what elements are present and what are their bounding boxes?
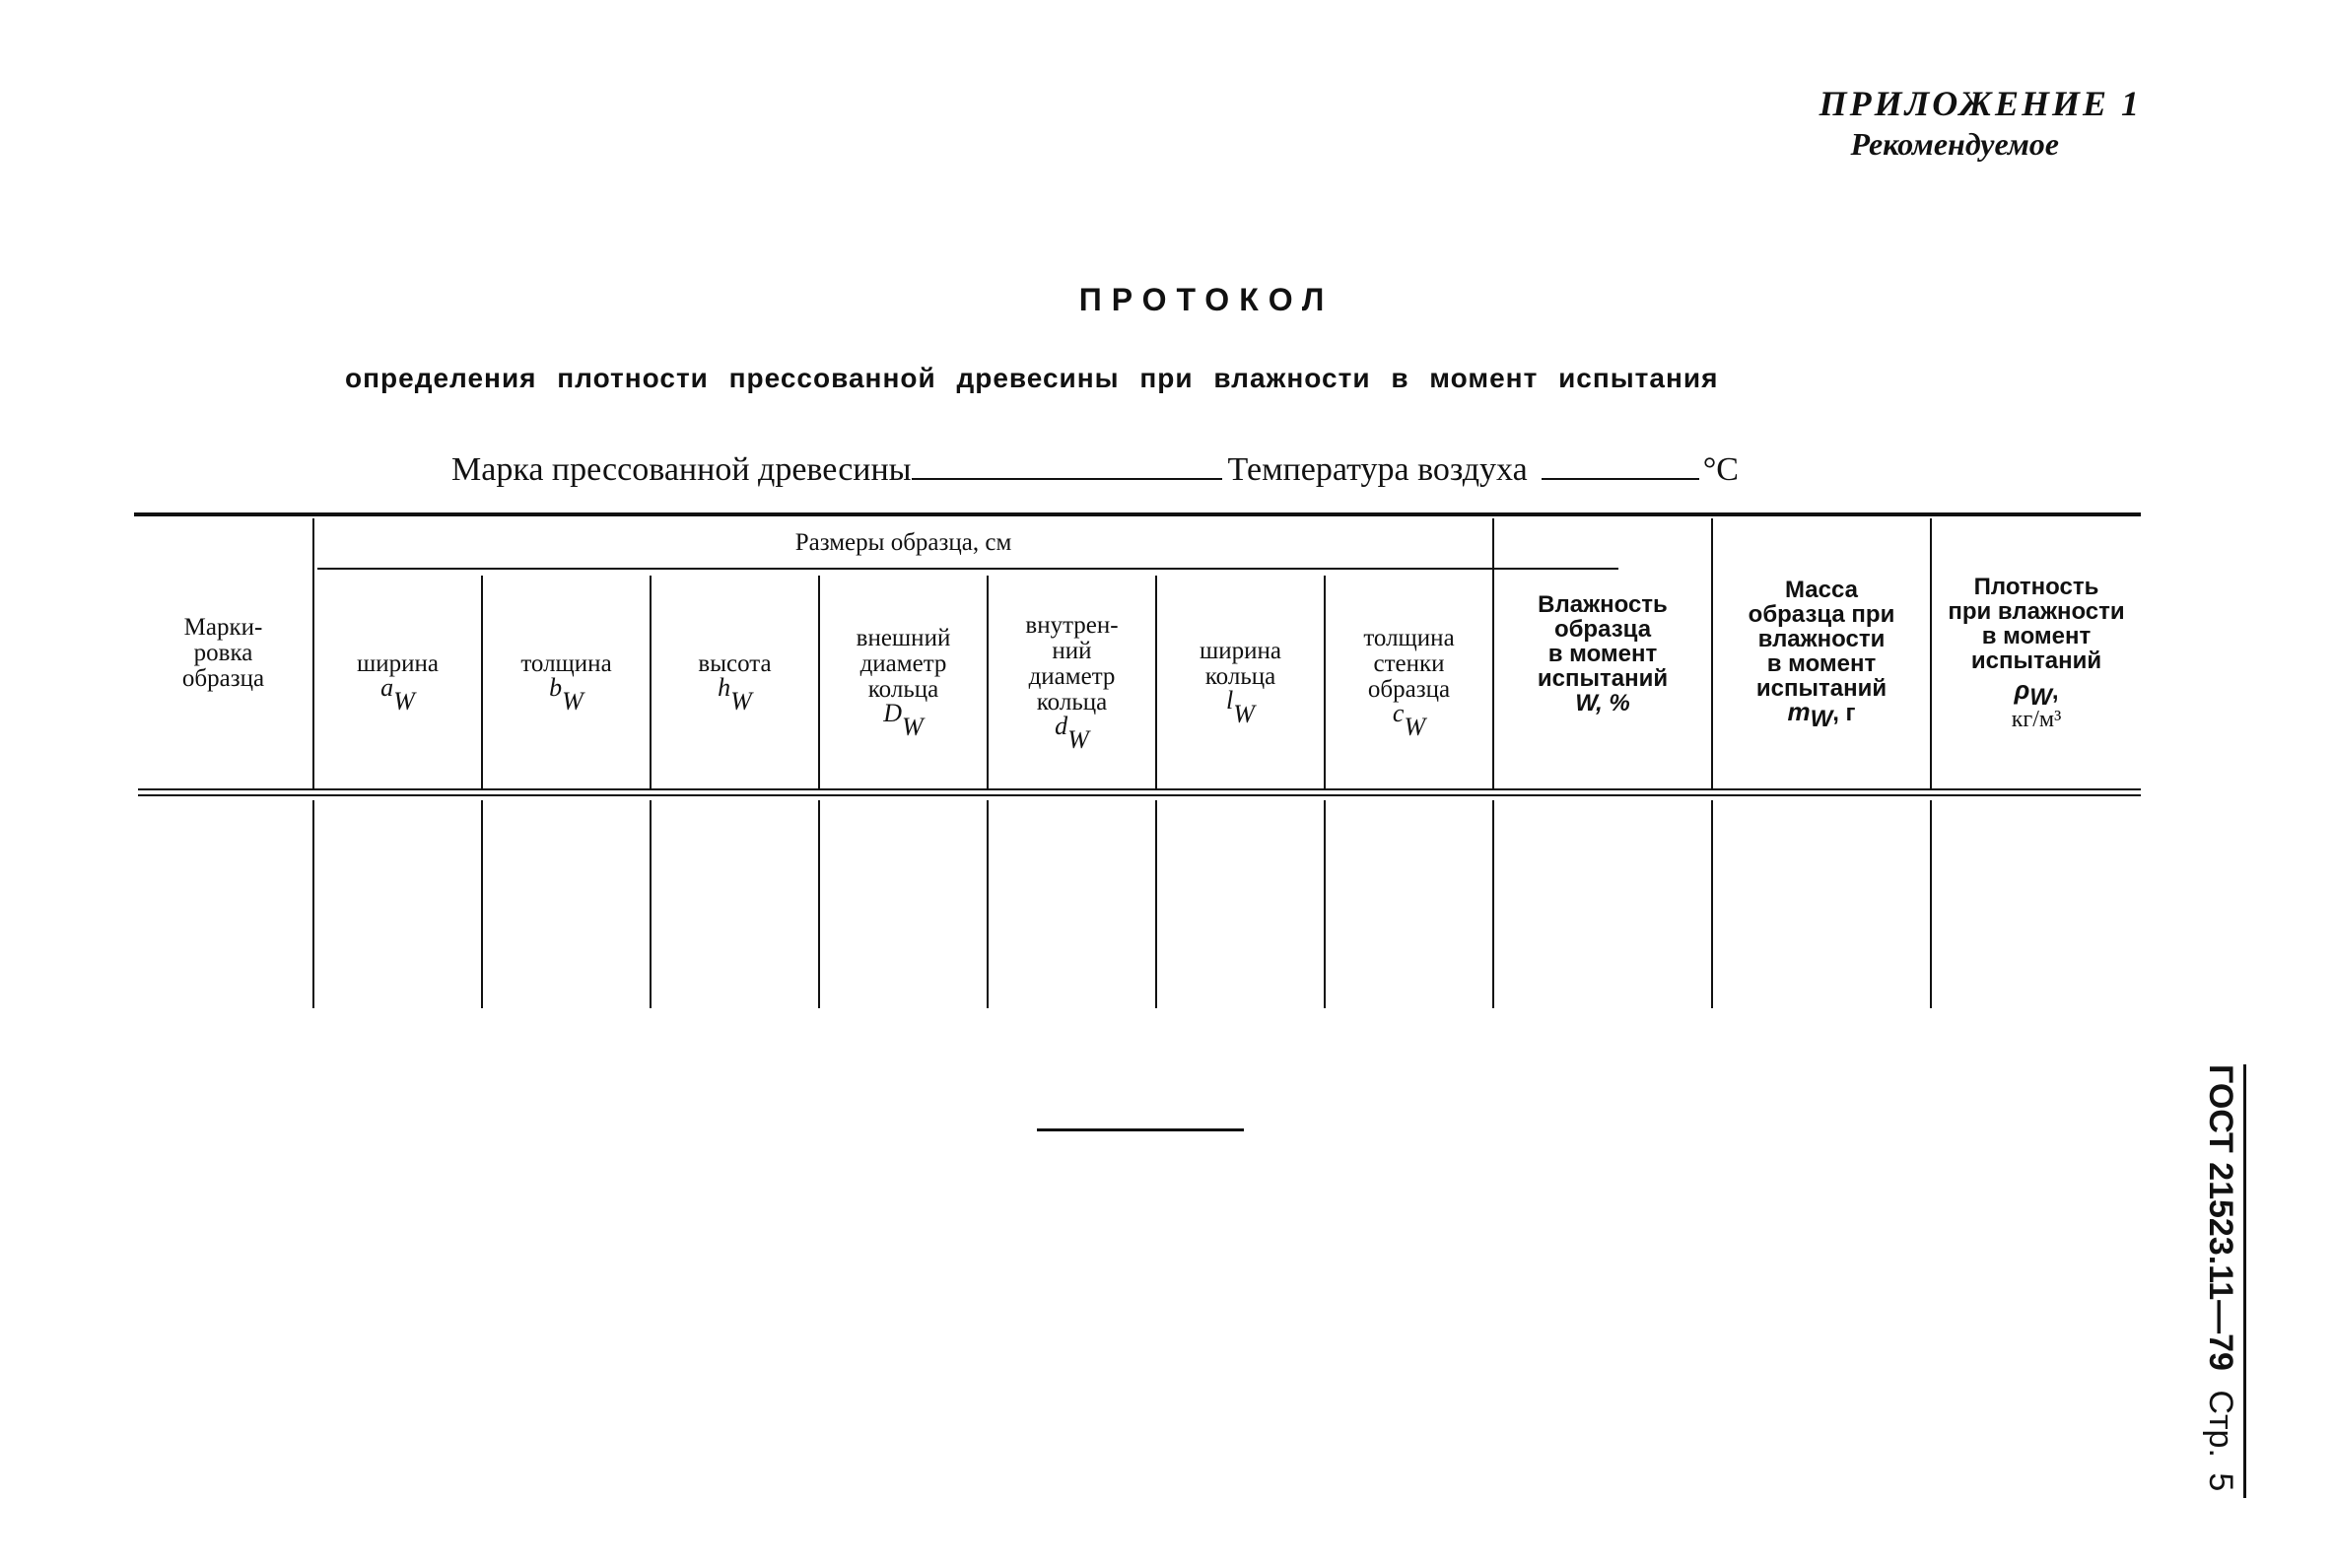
body-vline-10 bbox=[1930, 800, 1932, 1008]
marking-line-2: ровка bbox=[193, 640, 253, 666]
body-vline-6 bbox=[1155, 800, 1157, 1008]
header-outer-diameter bbox=[820, 576, 987, 788]
header-dimensions-group bbox=[314, 518, 1492, 568]
dim-sub: W bbox=[1404, 713, 1426, 741]
dim-label: толщина bbox=[1363, 625, 1455, 651]
marking-line-1: Марки- bbox=[183, 614, 263, 641]
header-density bbox=[1932, 518, 2141, 788]
dim-sub: W bbox=[562, 687, 584, 716]
appendix-title: ПРИЛОЖЕНИЕ 1 bbox=[1819, 84, 2142, 123]
dim-symbol bbox=[1226, 686, 1255, 728]
body-vline-7 bbox=[1324, 800, 1326, 1008]
header-thickness bbox=[483, 576, 650, 788]
dim-sym: d bbox=[1055, 712, 1068, 740]
header-mass bbox=[1713, 518, 1930, 788]
mass-symbol bbox=[1787, 696, 1856, 732]
dim-label: толщина bbox=[520, 650, 612, 677]
protocol-subtitle: определения плотности прессованной древесины при влажности в момент испытания bbox=[345, 363, 1719, 393]
dim-sym: b bbox=[549, 673, 563, 702]
body-vline-5 bbox=[987, 800, 989, 1008]
dim-sym: c bbox=[1392, 699, 1405, 727]
dim-sub: W bbox=[730, 687, 752, 716]
side-footer bbox=[2196, 1064, 2247, 1492]
group-header-label: Размеры образца, см bbox=[794, 529, 1012, 556]
dim-label: кольца bbox=[867, 676, 939, 703]
side-page: 5 bbox=[2202, 1472, 2239, 1492]
dim-sub: W bbox=[393, 687, 415, 716]
temp-blank bbox=[1542, 478, 1699, 480]
dim-symbol bbox=[883, 699, 924, 741]
end-rule bbox=[1037, 1128, 1244, 1131]
header-rule-1 bbox=[138, 788, 2141, 790]
header-width bbox=[314, 576, 481, 788]
density-comma: , bbox=[2051, 677, 2059, 705]
marking-line-3: образца bbox=[181, 665, 265, 692]
dim-symbol bbox=[1392, 699, 1426, 741]
dim-label: высота bbox=[698, 650, 772, 677]
mass-sub: W bbox=[1810, 705, 1833, 732]
side-rule bbox=[2243, 1064, 2246, 1498]
protocol-table bbox=[134, 512, 2141, 1008]
brand-label: Марка прессованной древесины bbox=[451, 451, 912, 488]
header-marking bbox=[134, 518, 312, 788]
density-sym: ρ bbox=[2014, 674, 2030, 705]
density-line: в момент bbox=[1981, 622, 2092, 649]
dim-sub: W bbox=[902, 713, 924, 741]
dim-symbol bbox=[380, 673, 415, 716]
temp-unit: °С bbox=[1702, 451, 1739, 488]
dim-label: диаметр bbox=[859, 650, 947, 677]
dim-symbol bbox=[1055, 712, 1089, 754]
mass-line: испытаний bbox=[1755, 674, 1888, 702]
mass-line: образца при bbox=[1748, 600, 1895, 628]
humidity-line: Влажность bbox=[1538, 590, 1668, 618]
dim-label: ний bbox=[1052, 638, 1092, 664]
info-line bbox=[451, 451, 1739, 489]
header-height bbox=[652, 576, 818, 788]
protocol-title: ПРОТОКОЛ bbox=[1078, 282, 1335, 317]
dim-label: кольца bbox=[1204, 663, 1276, 690]
side-page-label: Стр. bbox=[2202, 1390, 2239, 1458]
mass-line: Масса bbox=[1785, 576, 1858, 603]
temp-label: Температура воздуха bbox=[1227, 451, 1528, 488]
dim-sym: h bbox=[718, 673, 731, 702]
header-inner-diameter bbox=[989, 576, 1155, 788]
header-ring-width bbox=[1157, 576, 1324, 788]
density-symbol bbox=[2014, 674, 2059, 711]
density-line: Плотность bbox=[1973, 573, 2099, 600]
group-underline bbox=[317, 568, 1618, 570]
body-vline-8 bbox=[1492, 800, 1494, 1008]
mass-sym: m bbox=[1787, 696, 1811, 726]
humidity-line: испытаний bbox=[1537, 664, 1669, 692]
body-vline-4 bbox=[818, 800, 820, 1008]
brand-blank bbox=[912, 478, 1222, 480]
dim-symbol bbox=[718, 673, 752, 716]
dim-label: образца bbox=[1367, 676, 1451, 703]
mass-line: влажности bbox=[1757, 625, 1886, 652]
appendix-block bbox=[1819, 83, 2142, 163]
dim-label: ширина bbox=[357, 650, 439, 677]
dim-sym: D bbox=[883, 699, 903, 727]
dim-label: кольца bbox=[1036, 689, 1108, 716]
header-rule-2 bbox=[138, 794, 2141, 796]
body-vline-3 bbox=[650, 800, 652, 1008]
body-vline-1 bbox=[312, 800, 314, 1008]
dim-label: внутрен- bbox=[1025, 612, 1119, 639]
dim-sub: W bbox=[1233, 700, 1255, 728]
appendix-note: Рекомендуемое bbox=[1850, 126, 2059, 162]
mass-line: в момент bbox=[1766, 649, 1877, 677]
dim-label: внешний bbox=[856, 625, 951, 651]
humidity-line: образца bbox=[1553, 615, 1652, 643]
mass-unit: , г bbox=[1832, 699, 1856, 726]
body-vline-2 bbox=[481, 800, 483, 1008]
header-humidity bbox=[1494, 518, 1711, 788]
dim-sym: l bbox=[1226, 686, 1234, 715]
dim-label: ширина bbox=[1200, 638, 1281, 664]
density-unit: кг/м³ bbox=[2011, 707, 2062, 733]
density-sub: W bbox=[2029, 683, 2052, 711]
side-text bbox=[2201, 1064, 2239, 1491]
table-top-rule bbox=[134, 512, 2141, 516]
humidity-symbol: W, % bbox=[1575, 689, 1630, 716]
dim-sub: W bbox=[1067, 725, 1089, 754]
humidity-line: в момент bbox=[1547, 640, 1658, 667]
dim-symbol bbox=[549, 673, 584, 716]
density-line: при влажности bbox=[1948, 597, 2125, 625]
header-wall-thickness bbox=[1326, 576, 1492, 788]
density-line: испытаний bbox=[1970, 647, 2102, 674]
dim-label: стенки bbox=[1373, 650, 1445, 677]
side-doc: ГОСТ 21523.11—79 bbox=[2202, 1064, 2239, 1371]
dim-sym: a bbox=[380, 673, 394, 702]
dim-label: диаметр bbox=[1028, 663, 1116, 690]
body-vline-9 bbox=[1711, 800, 1713, 1008]
